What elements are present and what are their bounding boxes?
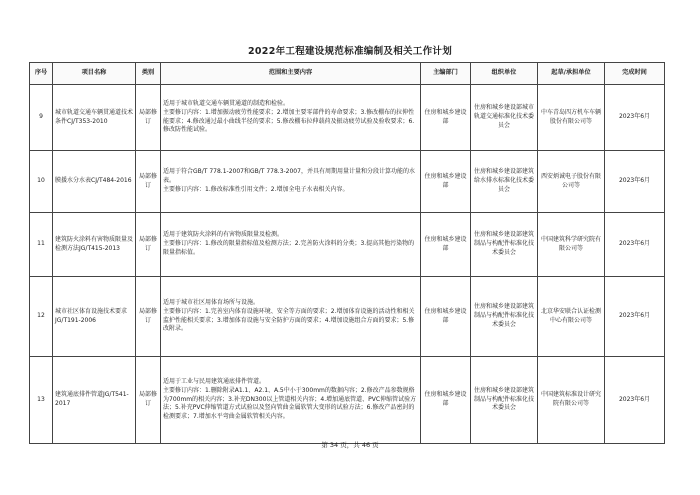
table-header-row [30, 63, 665, 85]
header-drafter: 起草/承担单位 [538, 63, 605, 85]
table-row [30, 357, 665, 444]
header-name: 项目名称 [53, 63, 136, 85]
header-deadline: 完成时间 [605, 63, 665, 85]
table-row [30, 151, 665, 213]
row-org: 住房和城乡建设部城市轨道交通标准化技术委员会 [471, 85, 538, 151]
header-org: 组织单位 [471, 63, 538, 85]
row-scope: 适用于城市轨道交通车辆贯通道的制造和检验。 主要修订内容：1.增加振动疲劳性能要求；2.增加主要零部件的寿命要求；3.修改棚布的拉伸性能要求；4.修改通过最小曲线半径的要求；5.修改棚布拉伸载荷及振动疲劳试验及验收要求；6.修改防性能试验。 [161, 85, 421, 151]
row-deadline: 2023年6月 [605, 151, 665, 213]
row-seq: 9 [30, 85, 53, 151]
row-drafter: 西安炳诚电子股份有限公司等 [538, 151, 605, 213]
row-deadline: 2023年6月 [605, 85, 665, 151]
row-name: 建筑通底排件管道JG/T541-2017 [53, 357, 136, 444]
row-drafter: 中国建筑标准设计研究院有限公司等 [538, 357, 605, 444]
row-org: 住房和城乡建设部建筑给水排水标准化技术委员会 [471, 151, 538, 213]
header-dept: 主编部门 [421, 63, 471, 85]
row-seq: 12 [30, 277, 53, 357]
table-row [30, 213, 665, 277]
row-deadline: 2023年6月 [605, 277, 665, 357]
row-scope: 适用于城市社区用体育场所与设施。 主要修订内容：1.完善室内体育设施环境、安全等方面的要求；2.增加体育设施的活动性和相关监护性能相关要求；3.增加体育设施与安全防护方面的要求；4.增加设施组合方面的要求；5.修改附录。 [161, 277, 421, 357]
row-org: 住房和城乡建设部建筑制品与构配件标准化技术委员会 [471, 277, 538, 357]
row-drafter: 中车青岛四方机车车辆股份有限公司等 [538, 85, 605, 151]
row-dept: 住房和城乡建设部 [421, 357, 471, 444]
row-category: 局部修订 [136, 85, 161, 151]
row-category: 局部修订 [136, 277, 161, 357]
row-dept: 住房和城乡建设部 [421, 213, 471, 277]
row-scope: 适用于工业与民用建筑通底排件管道。 主要修订内容：1.删除附录A1.1、A2.1、A.5中小于300mm的数据内容；2.修改产品参数规格为700mm的相关内容；3.补充DN300以上管道相关内容；4.增加通底管道、PVC伸缩管试验方法；5.补充PVC伸缩管道方式试验以及竖向管曲金属软管大变形的试验方法；6.修改产品密封的检测要求；7.增加水平弯曲金属软管相关内容。 [161, 357, 421, 444]
row-seq: 13 [30, 357, 53, 444]
table-row [30, 277, 665, 357]
row-seq: 10 [30, 151, 53, 213]
row-dept: 住房和城乡建设部 [421, 85, 471, 151]
row-name: 城市社区体育设施技术要求JG/T191-2006 [53, 277, 136, 357]
header-scope: 范围和主要内容 [161, 63, 421, 85]
row-category: 局部修订 [136, 213, 161, 277]
row-drafter: 北京华安联合认证检测中心有限公司等 [538, 277, 605, 357]
work-plan-table [29, 62, 665, 444]
row-name: 膜援水分水表CJ/T484-2016 [53, 151, 136, 213]
page-number: 第 34 页，共 46 页 [321, 441, 379, 449]
row-drafter: 中国建筑科学研究院有限公司等 [538, 213, 605, 277]
row-org: 住房和城乡建设部建筑制品与构配件标准化技术委员会 [471, 357, 538, 444]
row-scope: 适用于建筑防火涂料的有害物质限量及检测。 主要修订内容：1.修改的限量指标值及检测方法；2.完善防火涂料的分类；3.提高其他污染物的限量指标值。 [161, 213, 421, 277]
row-name: 城市轨道交通车辆贯通道技术条件CJ/T353-2010 [53, 85, 136, 151]
header-category: 类别 [136, 63, 161, 85]
row-seq: 11 [30, 213, 53, 277]
row-dept: 住房和城乡建设部 [421, 277, 471, 357]
row-dept: 住房和城乡建设部 [421, 151, 471, 213]
row-scope: 适用于符合GB/T 778.1-2007和GB/T 778.3-2007，并具有周期用量计量和分段计算功能的水表。 主要修订内容：1.修改标准性引用文件；2.增加全电子水表相关内容。 [161, 151, 421, 213]
page-title: 2022年工程建设规范标准编制及相关工作计划 [247, 46, 453, 57]
row-deadline: 2023年6月 [605, 357, 665, 444]
row-name: 建筑防火涂料有害物质限量及检测方法JG/T415-2013 [53, 213, 136, 277]
row-org: 住房和城乡建设部建筑制品与构配件标准化技术委员会 [471, 213, 538, 277]
row-category: 局部修订 [136, 357, 161, 444]
row-category: 局部修订 [136, 151, 161, 213]
table-row [30, 85, 665, 151]
header-seq: 序号 [30, 63, 53, 85]
row-deadline: 2023年6月 [605, 213, 665, 277]
